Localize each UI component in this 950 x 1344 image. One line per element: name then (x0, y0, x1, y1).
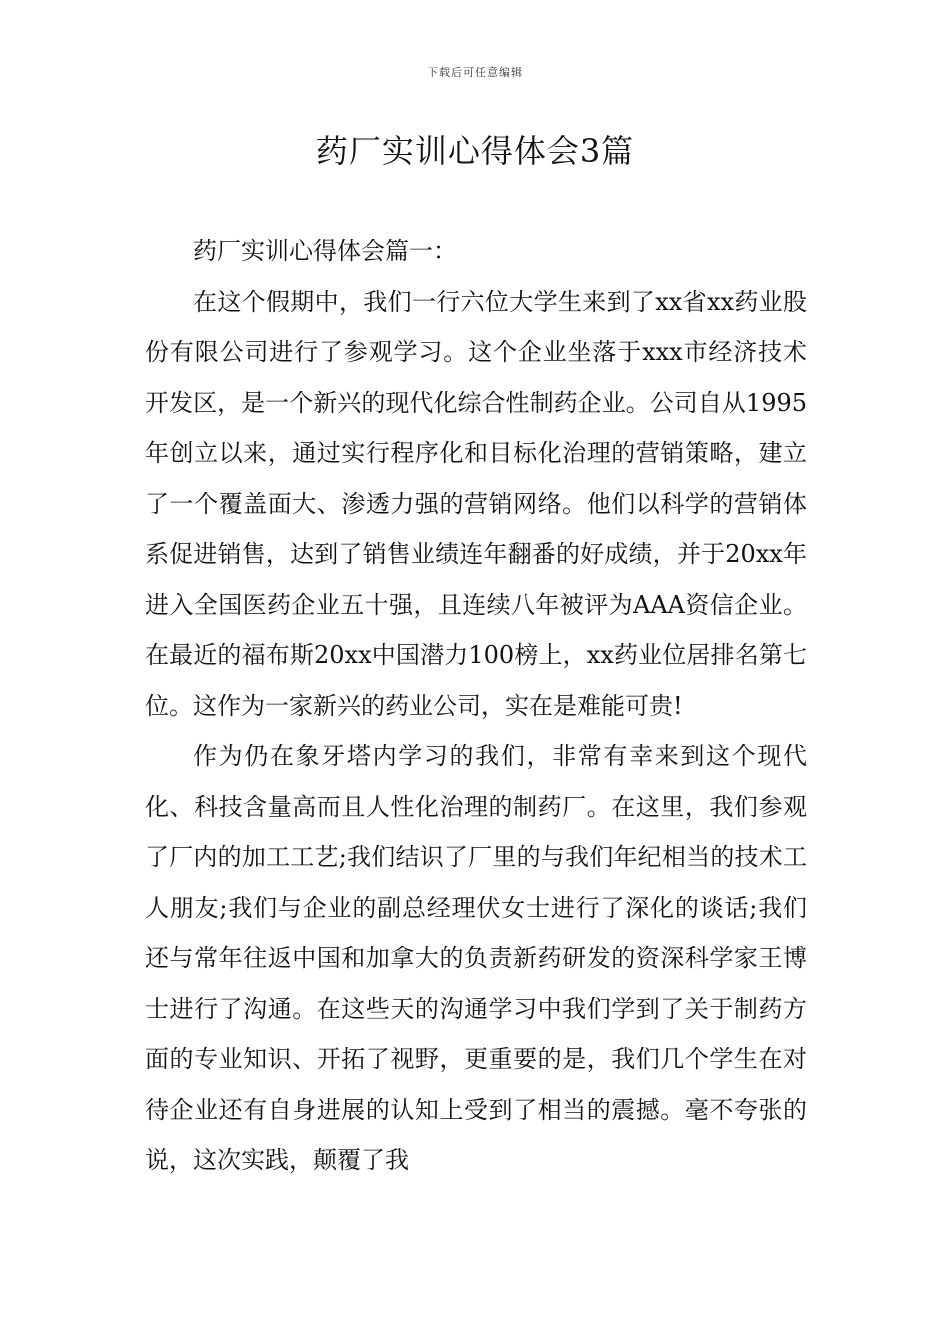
body-paragraph: 作为仍在象牙塔内学习的我们，非常有幸来到这个现代化、科技含量高而且人性化治理的制药厂。在这里，我们参观了厂内的加工工艺;我们结识了厂里的与我们年纪相当的技术工人朋友;我们与企业的副总经理伏女士进行了深化的谈话;我们还与常年往返中国和加拿大的负责新药研发的资深科学家王博士进行了沟通。在这些天的沟通学习中我们学到了关于制药方面的专业知识、开拓了视野，更重要的是，我们几个学生在对待企业还有自身进展的认知上受到了相当的震撼。毫不夸张的说，这次实践，颠覆了我 (145, 742, 807, 1174)
body-paragraph: 在这个假期中，我们一行六位大学生来到了xx省xx药业股份有限公司进行了参观学习。这个企业坐落于xxx市经济技术开发区，是一个新兴的现代化综合性制药企业。公司自从1995年创立以来，通过实行程序化和目标化治理的营销策略，建立了一个覆盖面大、渗透力强的营销网络。他们以科学的营销体系促进销售，达到了销售业绩连年翻番的好成绩，并于20xx年进入全国医药企业五十强，且连续八年被评为AAA资信企业。在最近的福布斯20xx中国潜力100榜上，xx药业位居排名第七位。这作为一家新兴的药业公司，实在是难能可贵! (145, 287, 807, 720)
document-body (145, 226, 807, 1186)
document-title: 药厂实训心得体会3篇 (315, 132, 635, 170)
header-note: 下载后可任意编辑 (427, 66, 523, 79)
section-heading: 药厂实训心得体会篇一： (193, 237, 457, 265)
